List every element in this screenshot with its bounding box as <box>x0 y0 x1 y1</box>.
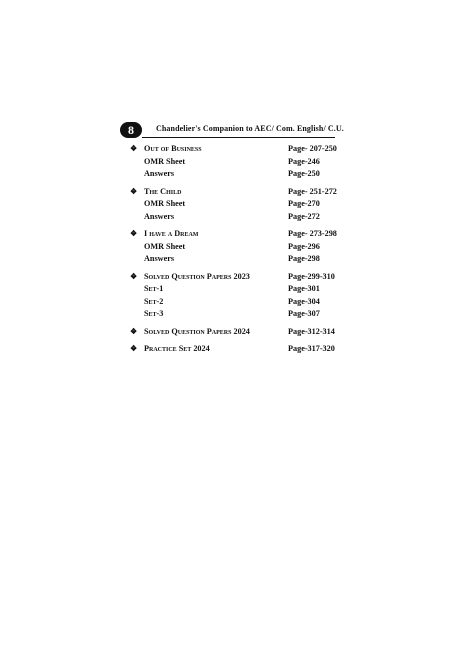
toc-subentry-page: Page-301 <box>288 284 320 293</box>
toc-subentry <box>130 296 345 309</box>
toc-subentry-title: OMR Sheet <box>144 241 186 251</box>
diamond-bullet-icon: ❖ <box>130 186 138 196</box>
toc-entry <box>130 326 345 339</box>
toc-entry-page: Page-317-320 <box>288 344 335 353</box>
toc-entry-title: I have a Dream <box>144 229 199 238</box>
toc-group <box>130 186 345 224</box>
toc-group <box>130 228 345 266</box>
toc-subentry-page: Page-296 <box>288 241 320 251</box>
diamond-bullet-icon: ❖ <box>130 326 138 336</box>
toc-entry <box>130 143 345 156</box>
toc-entry-title: Solved Question Papers 2024 <box>144 326 250 336</box>
toc-subentry-title: Set-3 <box>144 309 164 318</box>
toc-subentry-title: Answers <box>144 211 175 221</box>
toc-subentry-title: Answers <box>144 254 175 263</box>
toc-entry <box>130 228 345 241</box>
toc-entry-page: Page- 251-272 <box>288 186 337 196</box>
toc-entry-title: The Child <box>144 186 182 196</box>
diamond-bullet-icon: ❖ <box>130 144 138 153</box>
diamond-bullet-icon: ❖ <box>130 229 138 238</box>
diamond-bullet-icon: ❖ <box>130 271 138 281</box>
toc-group <box>130 343 345 356</box>
toc-subentry-title: OMR Sheet <box>144 156 186 166</box>
toc-entry-title: Practice Set 2024 <box>144 344 210 353</box>
toc-subentry <box>130 253 345 266</box>
toc-subentry <box>130 211 345 224</box>
running-head-title: Chandelier's Companion to AEC/ Com. English/ C.U. <box>156 124 344 133</box>
toc-entry-title: Solved Question Papers 2023 <box>144 271 250 281</box>
toc-entry-page: Page-312-314 <box>288 326 335 336</box>
toc-subentry-title: Set-1 <box>144 284 164 293</box>
toc-subentry-page: Page-298 <box>288 254 320 263</box>
toc-subentry <box>130 156 345 169</box>
toc-entry <box>130 186 345 199</box>
toc-subentry-page: Page-272 <box>288 211 320 221</box>
toc-group <box>130 143 345 181</box>
toc-group <box>130 326 345 339</box>
toc-subentry <box>130 283 345 296</box>
toc-subentry-title: OMR Sheet <box>144 199 186 208</box>
toc-entry-page: Page- 207-250 <box>288 144 337 153</box>
toc-subentry-page: Page-270 <box>288 199 320 208</box>
header-rule <box>142 137 335 138</box>
toc-entry <box>130 343 345 356</box>
table-of-contents <box>130 143 345 361</box>
toc-subentry-title: Set-2 <box>144 296 164 306</box>
toc-subentry <box>130 168 345 181</box>
page-header <box>120 122 344 138</box>
toc-subentry-page: Page-246 <box>288 156 320 166</box>
toc-subentry-page: Page-250 <box>288 169 320 178</box>
toc-subentry-title: Answers <box>144 169 175 178</box>
toc-group <box>130 271 345 321</box>
diamond-bullet-icon: ❖ <box>130 344 138 353</box>
page-number-badge: 8 <box>120 122 142 138</box>
toc-entry-page: Page- 273-298 <box>288 229 337 238</box>
toc-subentry <box>130 308 345 321</box>
toc-entry-page: Page-299-310 <box>288 271 335 281</box>
toc-subentry-page: Page-307 <box>288 309 320 318</box>
toc-entry <box>130 271 345 284</box>
toc-subentry <box>130 241 345 254</box>
toc-entry-title: Out of Business <box>144 144 202 153</box>
toc-subentry-page: Page-304 <box>288 296 320 306</box>
toc-subentry <box>130 198 345 211</box>
